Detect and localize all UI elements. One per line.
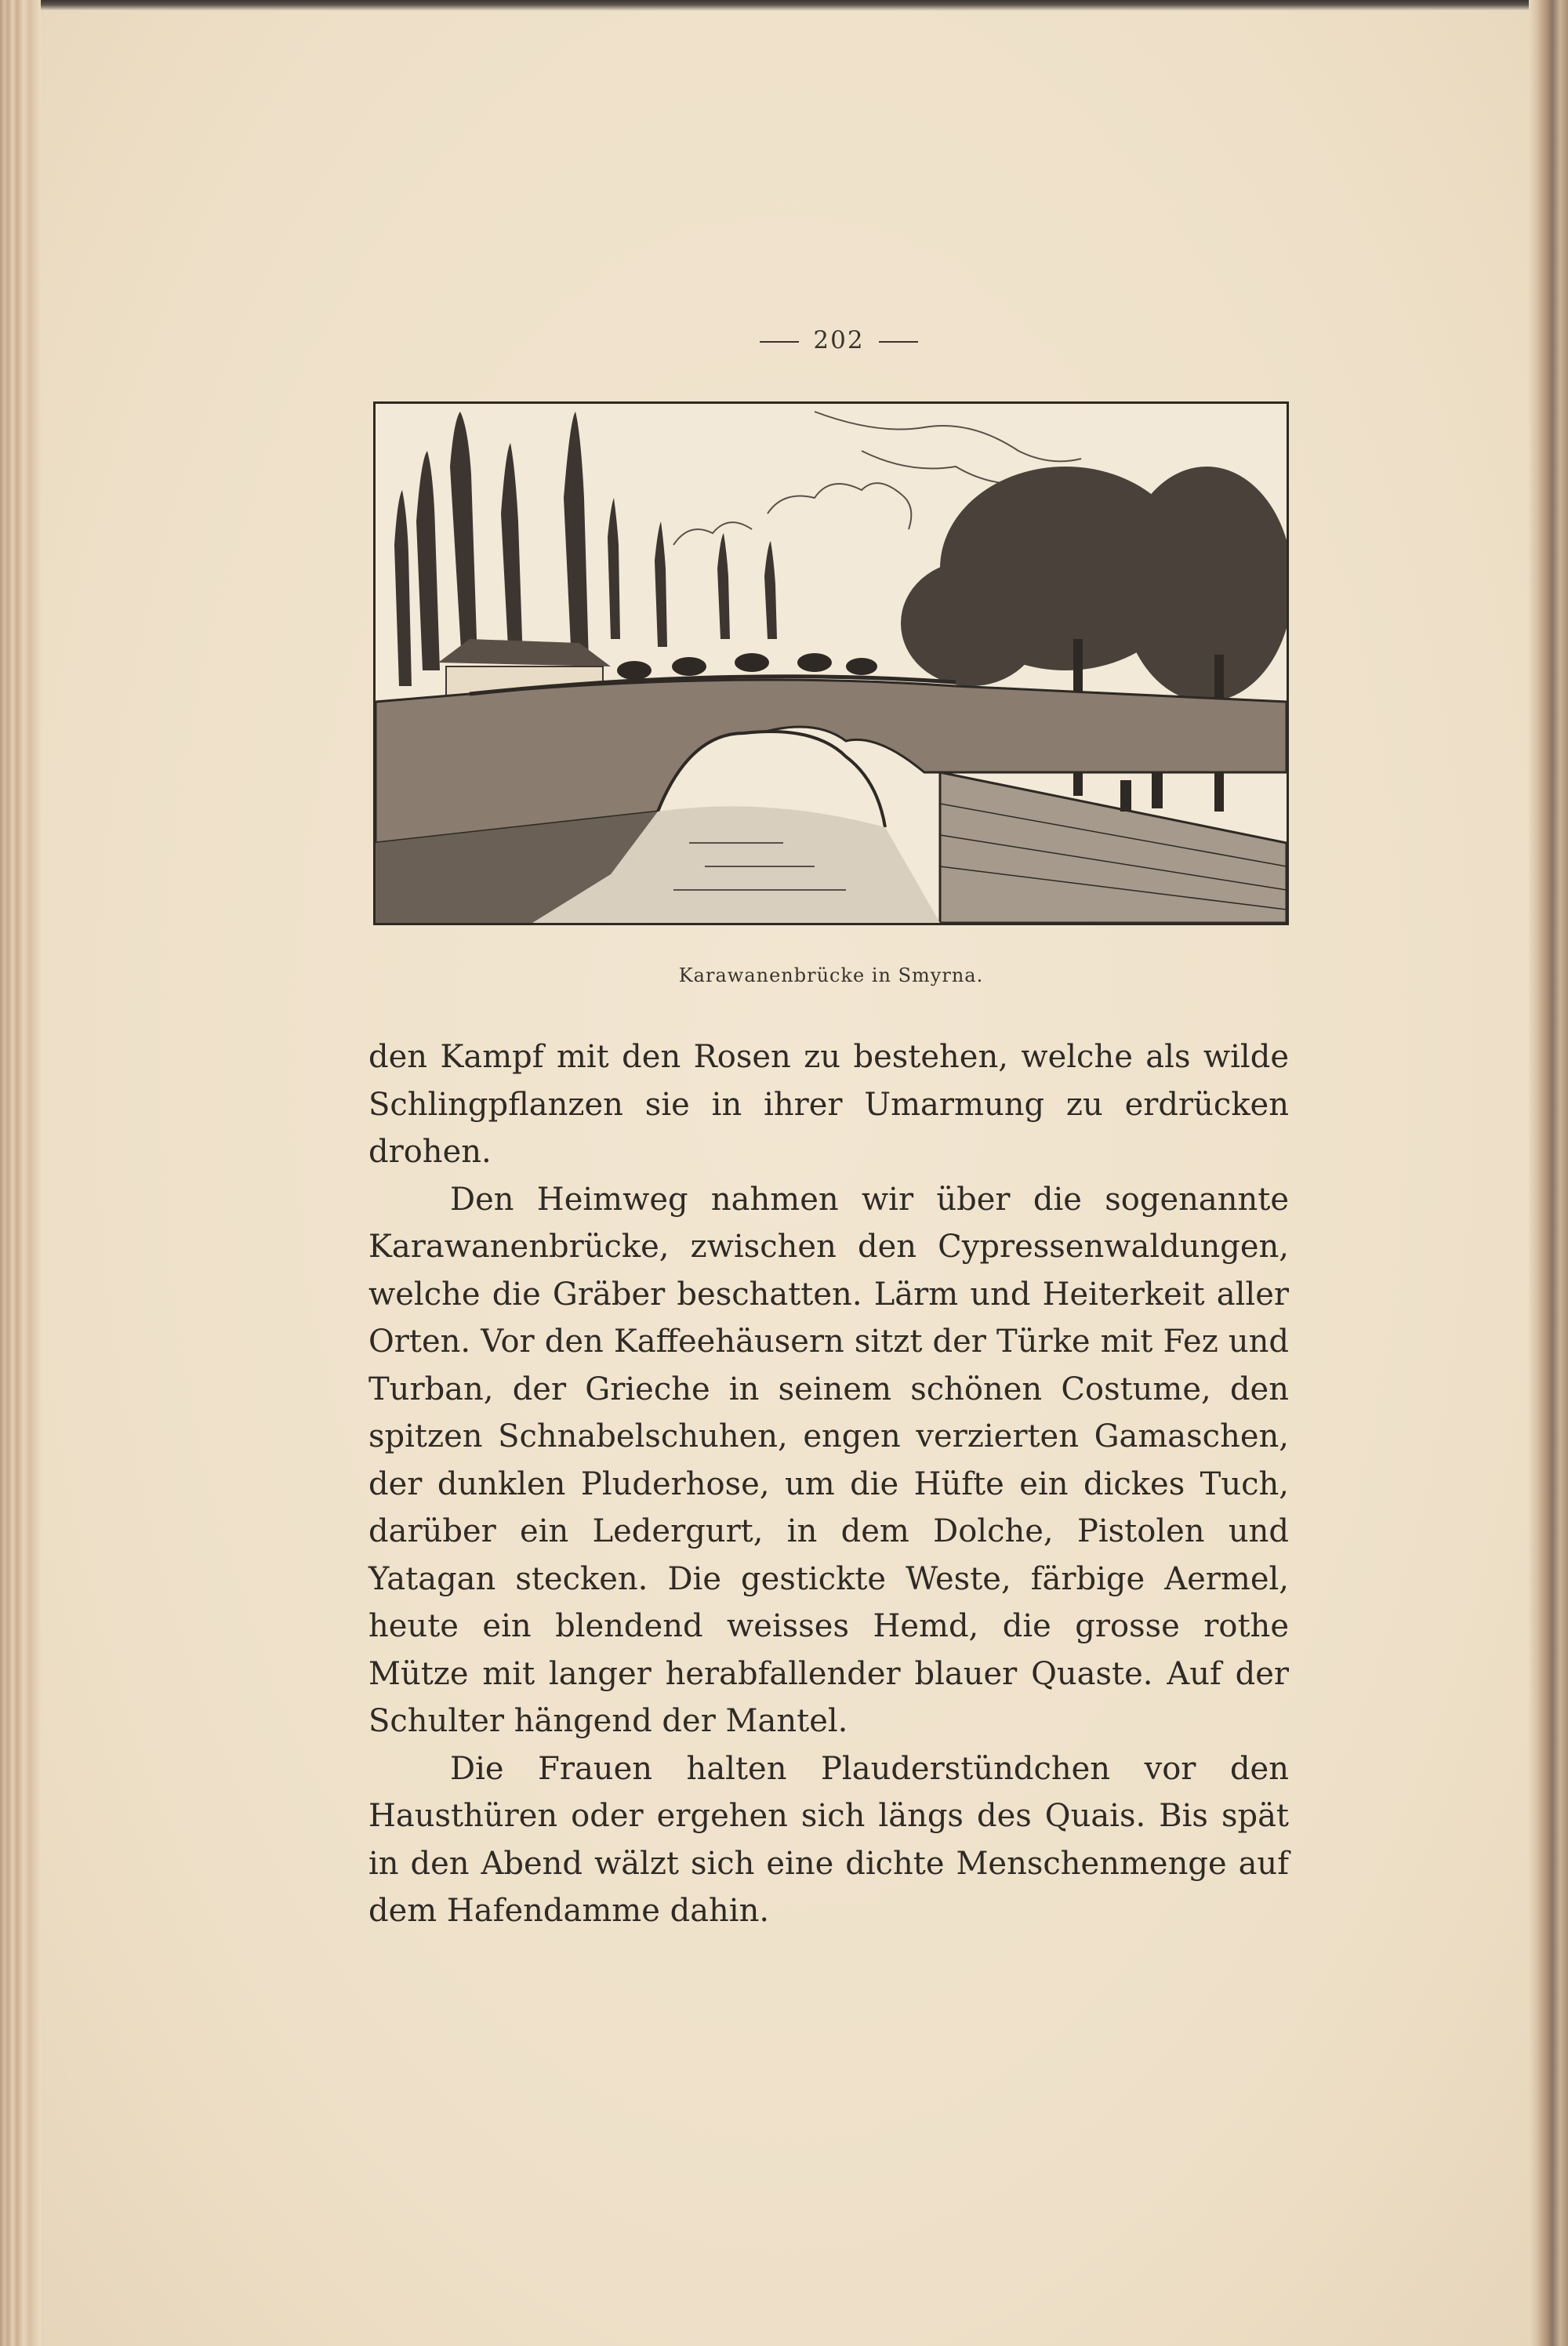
figure — [1120, 780, 1131, 812]
bridge-engraving — [376, 404, 1287, 923]
paragraph-continued: den Kampf mit den Rosen zu bestehen, welche als wilde Schlingpflanzen sie in ihrer Umarmung zu erdrücken drohen. — [368, 1039, 1289, 1170]
page-stack-right — [1529, 0, 1568, 2346]
illustration-caption: Karawanenbrücke in Smyrna. — [678, 964, 984, 986]
tree-canopy — [1120, 467, 1287, 702]
figure — [1152, 772, 1163, 808]
dash-right — [879, 341, 918, 343]
camel — [735, 653, 769, 672]
page-number — [745, 326, 933, 354]
camel — [617, 661, 652, 680]
paragraph: Den Heimweg nahmen wir über die sogenannte Karawanenbrücke, zwischen den Cypressenwaldungen, welche die Gräber beschatten. Lärm und Heiterkeit aller Orten. Vor den Kaffeehäusern sitzt der Türke mit Fez und Turban, der Grieche in seinem schönen Costume, den spitzen Schnabelschuhen, engen verzierten Gamaschen, der dunklen Pluderhose, um die Hüfte ein dickes Tuch, darüber ein Ledergurt, in dem Dolche, Pistolen und Yatagan stecken. Die gestickte Weste, färbige Aermel, heute ein blendend weisses Hemd, die grosse rothe Mütze mit langer herabfallender blauer Quaste. Auf der Schulter hängend der Mantel. — [368, 1181, 1289, 1739]
engraving-illustration — [373, 401, 1289, 925]
camel — [846, 658, 877, 675]
camel — [797, 653, 832, 672]
page-number-value: 202 — [813, 326, 865, 354]
paragraph: Die Frauen halten Plauderstündchen vor den Hausthüren oder ergehen sich längs des Quais. Bis spät in den Abend wälzt sich eine dichte Menschenmenge auf dem Hafendamme dahin. — [368, 1750, 1289, 1929]
camel — [672, 657, 706, 676]
book-binding-edge — [0, 0, 1568, 11]
dash-left — [760, 341, 799, 343]
page-stack-left — [0, 0, 41, 2346]
body-text — [368, 1033, 1289, 1935]
tree-canopy — [901, 561, 1042, 686]
